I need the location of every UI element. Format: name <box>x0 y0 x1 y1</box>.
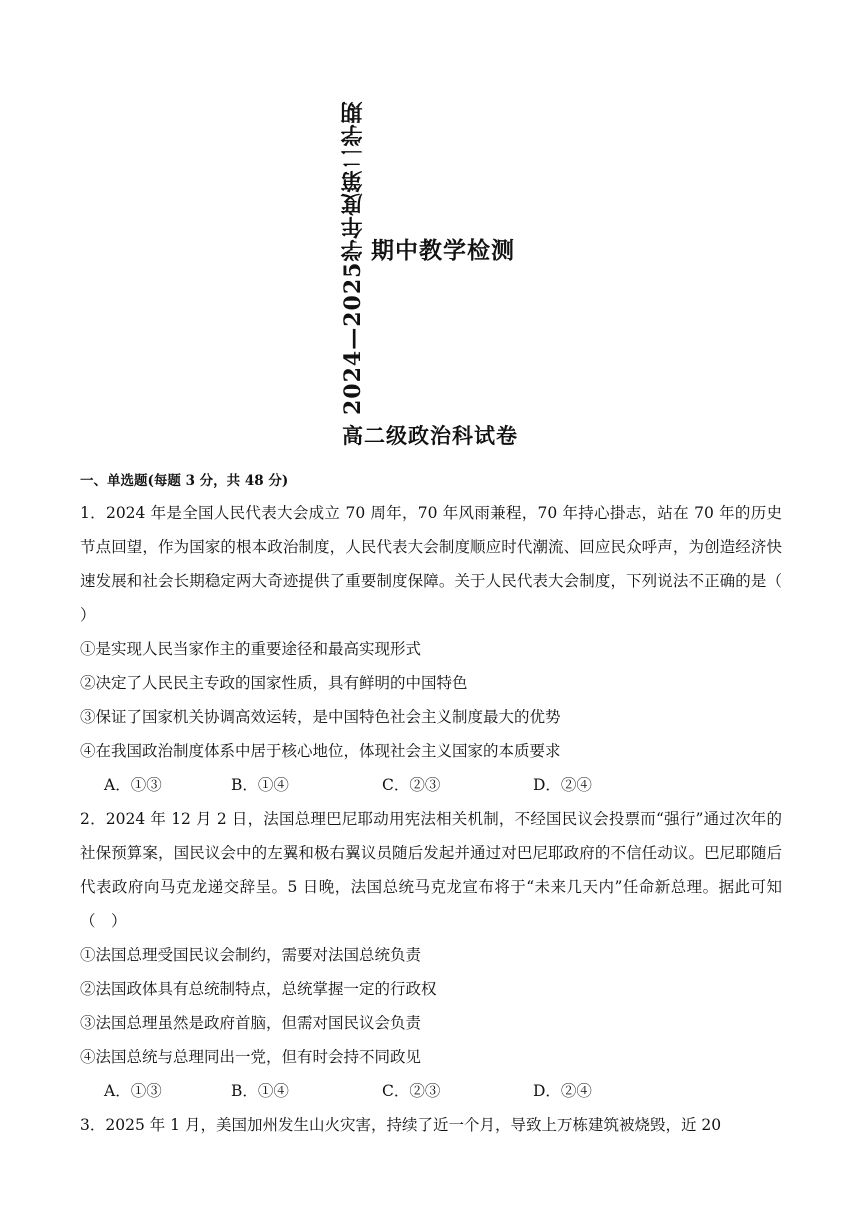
exam-title: 期中教学检测 <box>371 237 515 264</box>
choice-b: B．①④ <box>231 1082 289 1100</box>
choice-a: A．①③ <box>104 776 162 794</box>
statement-option: ①是实现人民当家作主的重要途径和最高实现形式 <box>80 640 422 658</box>
exam-subtitle: 高二级政治科试卷 <box>342 423 518 448</box>
question-stem: 3．2025 年 1 月，美国加州发生山火灾害，持续了近一个月，导致上万栋建筑被烧毁，近 20 <box>80 1116 722 1134</box>
choice-b: B．①④ <box>231 776 289 794</box>
exam-title-block <box>0 0 860 460</box>
choice-d: D．②④ <box>533 1082 592 1100</box>
statement-option: ①法国总理受国民议会制约，需要对法国总统负责 <box>80 946 422 964</box>
vertical-title <box>335 85 371 415</box>
question-1 <box>80 496 782 802</box>
statement-option: ②决定了人民民主专政的国家性质，具有鲜明的中国特色 <box>80 674 468 692</box>
statement-option: ③保证了国家机关协调高效运转，是中国特色社会主义制度最大的优势 <box>80 708 561 726</box>
statement-option: ③法国总理虽然是政府首脑，但需对国民议会负责 <box>80 1014 422 1032</box>
question-stem: 1．2024 年是全国人民代表大会成立 70 周年，70 年风雨兼程，70 年持心掛志，站在 70 年的历史节点回望，作为国家的根本政治制度，人民代表大会制度顺应时代潮流、回应民众呼声，为创造经济快速发展和社会长期稳定两大奇迹提供了重要制度保障。关于人民代表大会制度，下列说法不正确的是（ ） <box>80 504 782 624</box>
choice-c: C．②③ <box>382 776 441 794</box>
school-year-text: 2024—2025学年度第二学期 <box>340 100 366 415</box>
choice-d: D．②④ <box>533 776 592 794</box>
exam-content <box>80 470 782 1142</box>
statement-option: ④法国总统与总理同出一党，但有时会持不同政见 <box>80 1048 422 1066</box>
section-heading: 一、单选题(每题 3 分，共 48 分) <box>80 473 289 489</box>
answer-choices <box>80 1074 782 1108</box>
statement-option: ②法国政体具有总统制特点，总统掌握一定的行政权 <box>80 980 437 998</box>
question-2 <box>80 802 782 1108</box>
question-stem: 2．2024 年 12 月 2 日，法国总理巴尼耶动用宪法相关机制，不经国民议会投票而“强行”通过次年的社保预算案，国民议会中的左翼和极右翼议员随后发起并通过对巴尼耶政府的不信任动议。巴尼耶随后代表政府向马克龙递交辞呈。5 日晚，法国总统马克龙宣布将于“未来几天内”任命新总理。据此可知（ ） <box>80 810 782 930</box>
choice-c: C．②③ <box>382 1082 441 1100</box>
choice-a: A．①③ <box>104 1082 162 1100</box>
answer-choices <box>80 768 782 802</box>
statement-option: ④在我国政治制度体系中居于核心地位，体现社会主义国家的本质要求 <box>80 742 561 760</box>
question-3 <box>80 1108 782 1142</box>
